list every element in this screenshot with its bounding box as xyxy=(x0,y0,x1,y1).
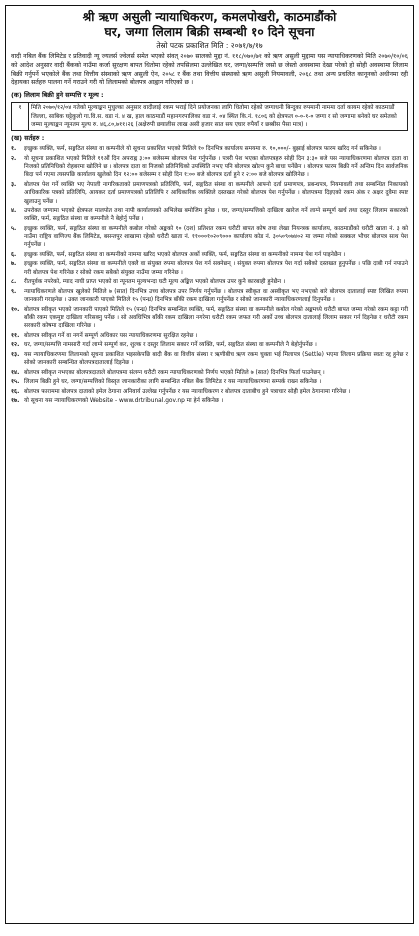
condition-number: ६. xyxy=(11,251,17,258)
condition-item xyxy=(11,378,408,386)
condition-text: रीतपूर्वक नपरेको, म्याद नाघी प्राप्त भएको वा न्यूनतम मूल्यभन्दा घटी मूल्य अङ्कित भएको बोलपत्र उपर कुनै कारबाही हुनेछैन । xyxy=(24,279,286,286)
condition-item xyxy=(11,351,408,368)
notice-box xyxy=(5,5,414,924)
condition-number: १६. xyxy=(11,388,20,395)
condition-text: इच्छुक व्यक्ति, फर्म, सङ्गठित संस्था वा कम्पनीले यो सूचना प्रकाशित भएको मितिले १० दिनभित्र कार्यालय समयमा रु. १०,०००/- बुझाई बोलपत्र फारम खरिद गर्न सकिनेछ । xyxy=(24,146,381,153)
condition-item xyxy=(11,341,408,349)
condition-number: ५. xyxy=(11,225,17,232)
condition-number: १७. xyxy=(11,398,20,405)
condition-number: १. xyxy=(11,146,17,153)
notice-title-line1: श्री ऋण असुली न्यायाधिकरण, कमलपोखरी, काठमाडौंको xyxy=(82,10,337,24)
condition-item xyxy=(11,388,408,396)
condition-text: बोलपत्र फाराममा बोलपत्र दाताको इमेल ठेगाना अनिवार्य उल्लेख गर्नुपर्नेछ र यस न्यायाधिकरण र बोलपत्र दाताबीच हुने पत्राचार सोही इमेल ठेगानामा गरिनेछ । xyxy=(24,388,351,395)
condition-text: यो सूचना प्रकाशित भएको मितिले ११औं दिन अपराह्न ३:०० बजेसम्म बोलपत्र पेश गर्नुपर्नेछ । पत्ररी पेश भएका बोलपत्रहरु सोही दिन ३:३० बजे यस न्यायाधिकरणमा बोलपत्र दाता वा निजको प्रतिनिधिको रोहबरमा खोलिने छ । बोलपत्र दाता वा निजको प्रतिनिधिको उपस्थिति नभए पनि बोलपत्र खोल्न कुनै बाधा पर्नेछैन । बोलपत्र फारम बिक्री गर्ने अन्तिम दिन सार्वजनिक बिदा पर्न गएमा त्यसपछि कार्यालय खुलेको दिन १२:०० बजेसम्म र सोही दिन १:०० बजे बोलपत्र दर्ता हुने र २:०० बजे बोलपत्र खोलिनेछ । xyxy=(24,155,408,179)
condition-number: ३. xyxy=(11,182,17,188)
condition-number: ९. xyxy=(11,288,17,295)
conditions-list xyxy=(11,145,408,405)
condition-item xyxy=(11,288,408,305)
condition-number: ७. xyxy=(11,261,17,268)
intro-paragraph: वादी नबिल बैंक लिमिटेड र प्रतिवादी न्यू ज्यलर्स ज्वेलर्स समेत भएको संवत् २०७० सालको मुद्दा नं. ११८/०७०/७१ को ऋण असुली मुद्दामा यस न्यायाधिकरणको मिति २०७०/१०/०६ को आदेश अनुसार वादी बैंकको नाउँमा कर्जा सुरक्षण बापत धितोमा रहेको तपसिलमा उल्लेखित घर, जग्गा/सम्पत्ति जसो छ जेस्तो अवस्थामा देखा परेको हो सोही अवस्थामा लिलाम बिक्री गर्नुपर्ने भएकोले बैंक तथा वित्तीय संस्थाको ऋण असुली ऐन, २०५८ र बैंक तथा वित्तीय संस्थाको ऋण असुली नियमावली, २०६८ तथा अन्य प्रचलित कानूनको अधीनमा रही देहायका सर्तहरु पालना गर्ने गराउने गरी यो लिलामको बोलपत्र आह्वान गरिएको छ । xyxy=(11,53,408,87)
property-table xyxy=(11,102,408,131)
condition-text: न्यायाधिकरणले बोलपत्र खुलेको मितिले ७ (सात) दिनभित्र उच्च बोलपत्र उपर निर्णय गर्नुपर्नेछ । बोलपत्र स्वीकृत वा अस्वीकृत भए नभएको बारे बोलपत्र दातालाई स्पष्ट लिखित रुपमा जानकारी गराइनेछ । उक्त जानकारी पाएको मितिले १५ (पन्ध्र) दिनभित्र बाँकी रकम दाखिला गर्नुपर्नेछ र सोको जानकारी न्यायाधिकरणलाई दिनुपर्नेछ । xyxy=(24,288,408,304)
condition-item xyxy=(11,155,408,180)
condition-item xyxy=(11,145,408,153)
condition-text: बोलपत्र स्वीकृत नभएका बोलपत्रदाताले बोलपत्रमा संलग्न धरौटी रकम न्यायाधिकरणको निर्णय भएको मितिले ७ (सात) दिनभित्र फिर्ता पाउनेछन् । xyxy=(24,369,325,376)
condition-text: लिलाम बिक्री हुने घर, जग्गा/सम्पत्तिको विस्तृत जानकारीका लागि सम्बन्धित नबिल बैंक लिमिटेड र यस न्यायाधिकरणमा सम्पर्क राख्न सकिनेछ । xyxy=(24,379,322,386)
property-row-number: १ xyxy=(12,103,29,131)
condition-text: इच्छुक व्यक्ति, फर्म, सङ्गठित संस्था वा कम्पनीले एक्लै वा संयुक्त रुपमा बोलपत्र पेश गर्न सक्नेछन् । संयुक्त रुपमा बोलपत्र पेश गर्दा सबैको दस्तखत हुनुपर्नेछ । पछि दाबी गर्न नपाउने गरी बोलपत्र पेश गरिनेछ र सोको रकम सबैको संयुक्त नाउँमा जम्मा गरिनेछ । xyxy=(24,261,408,276)
condition-item xyxy=(11,181,408,206)
condition-text: घर, जग्गा/सम्पत्ति नामसारी गर्दा लाग्ने सम्पूर्ण कर, शुल्क र दस्तुर लिलाम सकार गर्ने व्यक्ति, फर्म, सङ्गठित संस्था वा कम्पनीले नै बेहोर्नुपर्नेछ । xyxy=(24,342,317,349)
condition-item xyxy=(11,260,408,277)
condition-number: १५. xyxy=(11,379,20,386)
condition-number: ४. xyxy=(11,208,17,215)
condition-text: बोलपत्र स्वीकृत गर्ने वा नगर्ने सम्पूर्ण अधिकार यस न्यायाधिकरणमा सुरक्षित रहनेछ । xyxy=(24,332,198,339)
condition-number: ८. xyxy=(11,279,17,286)
condition-text: बोलपत्र पेश गर्ने व्यक्ति भए नेपाली नागरिकताको प्रमाणपत्रको प्रतिलिपि, फर्म, सङ्गठित संस्था वा कम्पनीले आफ्नो दर्ता प्रमाणपत्र, प्रबन्धपत्र, नियमावली तथा सम्बन्धित निकायको आधिकारिक पत्रको प्रतिलिपि, आयकर दर्ता प्रमाणपत्रको प्रतिलिपि र आधिकारिक व्यक्तिले दस्तखत गरेको बोलपत्र पेश गर्नुपर्नेछ । बोलपत्रमा दिइएको रकम अंक र अक्षर दुवैमा स्पष्ट खुलाउनु पर्नेछ । xyxy=(24,182,408,205)
property-row xyxy=(12,103,408,131)
condition-item xyxy=(11,225,408,250)
condition-number: १३. xyxy=(11,351,20,358)
condition-number: ११. xyxy=(11,332,20,339)
publish-date: तेस्रो पटक प्रकाशित मिति : २०७१/७/१७ xyxy=(156,41,263,50)
condition-item xyxy=(11,306,408,331)
condition-text: यस न्यायाधिकरणमा लिलामको सूचना प्रकाशित भइसकेपछि बादी बैंक वा वित्तीय संस्था र ऋणीबीच ऋण रकम चुक्ता भई मिलापत्र (Settle) भएमा लिलाम प्रक्रिया स्वतः रद्द हुनेछ र सोको जानकारी सम्बन्धित बोलपत्रदातालाई दिइनेछ । xyxy=(24,351,408,366)
condition-number: १२. xyxy=(11,342,20,349)
condition-number: २. xyxy=(11,155,17,162)
condition-text: यो सूचना यस न्यायाधिकरणको Website - www.drtribunal.gov.np मा हेर्न सकिनेछ । xyxy=(24,398,224,405)
condition-item xyxy=(11,251,408,259)
condition-text: बोलपत्र स्वीकृत भएको जानकारी पाएको मितिले १५ (पन्ध्र) दिनभित्र सम्बन्धित व्यक्ति, फर्म, सङ्गठित संस्था वा कम्पनीले कबोल गरेको अङ्कमध्ये धरौटी बापत जम्मा गरेको रकम कट्टा गरी बाँकी रकम एकमुष्ट दाखिला गरिसक्नु पर्नेछ । सो अवधिभित्र बाँकी रकम दाखिला नगरेमा धरौटी रकम जफत गरी अर्को उच्च बोलपत्र दातालाई लिलाम सकार गर्न दिइनेछ र धरौटी रकम सरकारी कोषमा दाखिला गरिनेछ । xyxy=(24,306,408,330)
condition-item xyxy=(11,278,408,286)
condition-text: इच्छुक व्यक्ति, फर्म, सङ्गठित संस्था वा कम्पनीले कबोल गरेको अङ्कको १० (दश) प्रतिशत रकम धरौटी बापत कोष तथा लेखा नियन्त्रक कार्यालय, काठमाडौंको धरौटी खाता नं. ३ को नाउँमा राष्ट्रिय वाणिज्य बैंक लिमिटेड, बसन्तपुर शाखामा रहेको धरौटी खाता नं. ११०००१०२०९००० कार्यालय कोड नं. ३०५०९०७४०२ मा जम्मा गरेको सक्कल भौचर बोलपत्र साथ पेश गर्नुपर्नेछ । xyxy=(24,225,408,249)
section-conditions-heading: (ख) सर्तहरु : xyxy=(11,134,45,143)
condition-item xyxy=(11,207,408,224)
condition-text: इच्छुक व्यक्ति, फर्म, सङ्गठित संस्था वा कम्पनीको नाममा खरिद भएको बोलपत्र अर्को व्यक्ति, फर्म, सङ्गठित संस्था वा कम्पनीको नाममा पेश गर्न पाइनेछैन । xyxy=(24,251,346,258)
condition-item xyxy=(11,332,408,340)
property-row-description: मिति २०७०/१२/०४ गतेको मूल्याङ्कन मुचुल्का अनुसार वादीलाई रकम भराई दिने प्रयोजनका लागि धितोमा रहेको जग्गाधनी बिन्दुका रुपमानी नाममा दर्ता कायम रहेको काठमाडौं जिल्ला, साबिक घट्टेकुलो गा.वि.स. वडा नं. ४ ख, हाल काठमाडौं महानगरपालिका वडा नं. ०४ स्थित कि.नं. १८०६ को क्षेत्रफल ०-०-१-० जग्गा र सो जग्गामा बनेको घर समेतको जम्मा मूल्याङ्कन न्यूनतम मूल्य रु. ४६,८०,७११।२६ (अक्षेरुपी छयालीस लाख असी हजार सात सय एघार रुपैयाँ र छब्बीस पैसा मात्र) । xyxy=(29,103,408,131)
section-property-heading: (क) लिलाम बिक्री हुने सम्पत्ति र मूल्य : xyxy=(11,91,104,100)
condition-number: १४. xyxy=(11,369,20,376)
notice-title-line2: घर, जग्गा लिलाम बिक्री सम्बन्धी १० दिने सूचना xyxy=(104,25,315,39)
condition-text: उपरोक्त जग्गामा भएको क्षेत्रफल मालपोत तथा नापी कार्यालयको अभिलेख बमोजिम हुनेछ । घर, जग्गा/सम्पत्तिको दाखिला खारेज गर्ने लाग्ने सम्पूर्ण खर्च तथा दस्तुर लिलाम सकारको व्यक्ति, फर्म, सङ्गठित संस्था वा कम्पनीले नै बेहोर्नु पर्नेछ । xyxy=(24,208,408,223)
condition-item xyxy=(11,369,408,377)
condition-number: १०. xyxy=(11,306,20,313)
condition-item xyxy=(11,397,408,405)
